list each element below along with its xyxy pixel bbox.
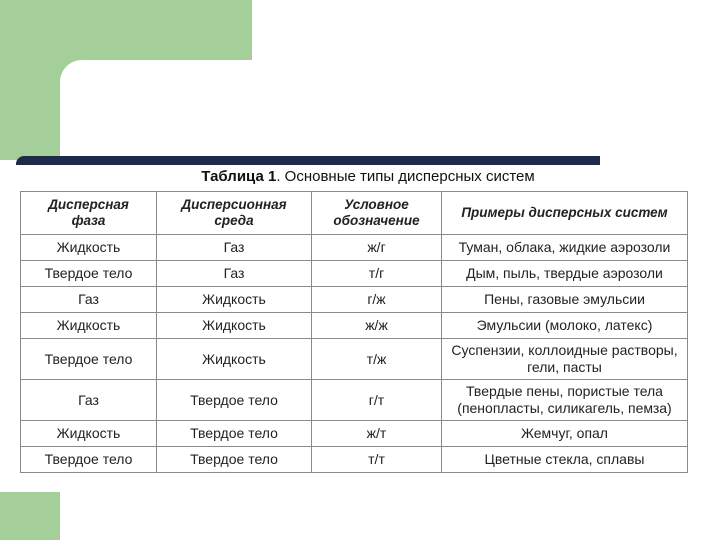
cell-examples: Туман, облака, жидкие аэрозоли [442,235,688,261]
cell-phase: Жидкость [21,235,157,261]
cell-examples: Жемчуг, опал [442,421,688,447]
header-dispersion-medium: Дисперсионная среда [157,192,312,235]
cell-medium: Газ [157,235,312,261]
decorative-green-block-bottom [0,492,60,540]
cell-notation: ж/т [312,421,442,447]
cell-phase: Жидкость [21,313,157,339]
table-caption [16,168,720,185]
table-row [21,447,688,473]
cell-examples: Цветные стекла, сплавы [442,447,688,473]
header-dispersed-phase: Дисперсная фаза [21,192,157,235]
cell-medium: Твердое тело [157,380,312,421]
cell-notation: ж/г [312,235,442,261]
cell-phase: Твердое тело [21,261,157,287]
table-header-row [21,192,688,235]
header-notation: Условное обозначение [312,192,442,235]
cell-examples: Дым, пыль, твердые аэрозоли [442,261,688,287]
cell-examples: Суспензии, коллоидные растворы, гели, пасты [442,339,688,380]
cell-notation: т/ж [312,339,442,380]
cell-medium: Жидкость [157,287,312,313]
table-figure [16,165,720,491]
table-row [21,339,688,380]
cell-medium: Газ [157,261,312,287]
cell-examples: Пены, газовые эмульсии [442,287,688,313]
cell-phase: Газ [21,380,157,421]
table-row [21,235,688,261]
header-examples: Примеры дисперсных систем [442,192,688,235]
caption-text: . Основные типы дисперсных систем [276,168,535,185]
cell-notation: ж/ж [312,313,442,339]
cell-examples: Эмульсии (молоко, латекс) [442,313,688,339]
cell-phase: Твердое тело [21,447,157,473]
cell-medium: Твердое тело [157,447,312,473]
cell-notation: г/ж [312,287,442,313]
cell-phase: Газ [21,287,157,313]
cell-notation: т/г [312,261,442,287]
caption-label: Таблица 1 [201,168,277,185]
cell-phase: Жидкость [21,421,157,447]
cell-medium: Жидкость [157,339,312,380]
cell-examples: Твердые пены, пористые тела (пенопласты, силикагель, пемза) [442,380,688,421]
cell-notation: т/т [312,447,442,473]
dispersed-systems-table [20,191,688,473]
table-row [21,380,688,421]
table-row [21,421,688,447]
table-row [21,287,688,313]
cell-medium: Твердое тело [157,421,312,447]
table-row [21,261,688,287]
table-row [21,313,688,339]
cell-medium: Жидкость [157,313,312,339]
cell-notation: г/т [312,380,442,421]
cell-phase: Твердое тело [21,339,157,380]
